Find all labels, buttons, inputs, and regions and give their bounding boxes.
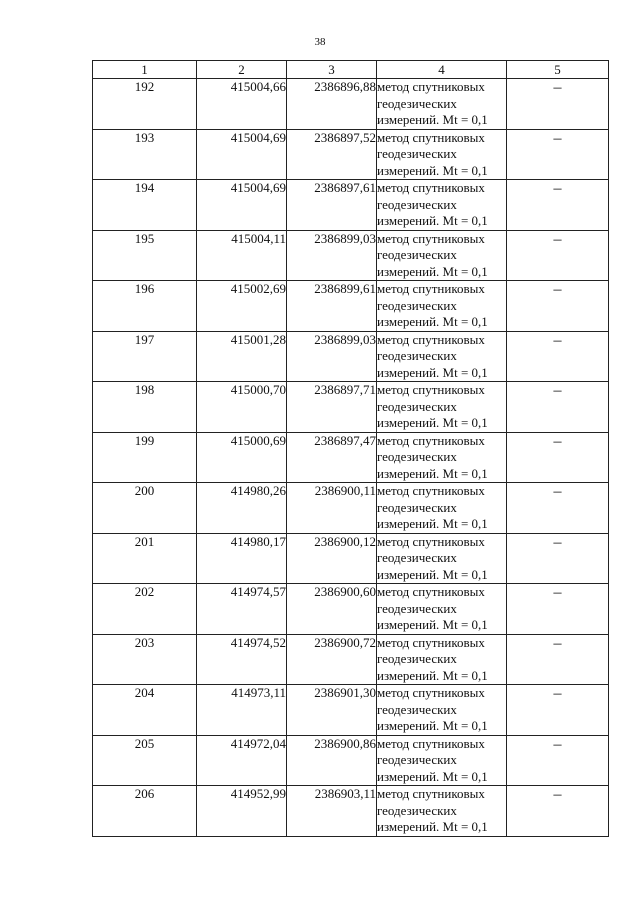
method-line: геодезических: [377, 95, 457, 111]
method-line: измерений. Mt = 0,1: [377, 465, 488, 481]
method-line: геодезических: [377, 651, 457, 666]
coordinate-y: 2386899,61: [287, 281, 377, 332]
method-cell: [377, 281, 507, 332]
coordinate-x: 415004,66: [197, 79, 287, 130]
col5-dash: –: [507, 685, 609, 736]
coordinate-x: 415001,28: [197, 331, 287, 382]
method-line: измерений. Mt = 0,1: [377, 415, 488, 430]
table-body: [93, 79, 609, 837]
table-row: [93, 735, 609, 786]
coordinate-x: 415004,69: [197, 180, 287, 231]
point-number: 193: [93, 129, 197, 180]
coordinate-x: 414973,11: [197, 685, 287, 736]
col5-dash: –: [507, 129, 609, 180]
method-line: геодезических: [377, 348, 457, 363]
header-col-3: 3: [287, 61, 377, 79]
coordinate-x: 415000,69: [197, 432, 287, 483]
table-row: [93, 483, 609, 534]
coordinate-y: 2386897,52: [287, 129, 377, 180]
method-cell: [377, 634, 507, 685]
table-row: [93, 786, 609, 837]
col5-dash: –: [507, 533, 609, 584]
col5-dash: –: [507, 634, 609, 685]
method-cell: [377, 685, 507, 736]
method-cell: [377, 483, 507, 534]
point-number: 204: [93, 685, 197, 736]
method-line: метод спутниковых: [377, 79, 485, 94]
method-line: измерений. Mt = 0,1: [377, 112, 488, 127]
method-line: метод спутниковых: [377, 634, 485, 650]
point-number: 199: [93, 432, 197, 483]
method-line: измерений. Mt = 0,1: [377, 718, 488, 733]
table-row: [93, 533, 609, 584]
coordinate-x: 415002,69: [197, 281, 287, 332]
col5-dash: –: [507, 180, 609, 231]
method-cell: [377, 584, 507, 635]
table-row: [93, 584, 609, 635]
table-row: [93, 634, 609, 685]
method-line: измерений. Mt = 0,1: [377, 768, 488, 784]
method-line: измерений. Mt = 0,1: [377, 263, 488, 279]
point-number: 195: [93, 230, 197, 281]
coordinate-y: 2386900,11: [287, 483, 377, 534]
method-line: метод спутниковых: [377, 533, 485, 549]
method-line: измерений. Mt = 0,1: [377, 566, 488, 582]
table-row: [93, 382, 609, 433]
method-line: измерений. Mt = 0,1: [377, 314, 488, 329]
point-number: 205: [93, 735, 197, 786]
table-row: [93, 685, 609, 736]
header-col-1: 1: [93, 61, 197, 79]
table-row: [93, 79, 609, 130]
method-line: метод спутниковых: [377, 786, 485, 801]
point-number: 192: [93, 79, 197, 130]
method-line: геодезических: [377, 499, 457, 515]
method-line: измерений. Mt = 0,1: [377, 213, 488, 228]
method-line: измерений. Mt = 0,1: [377, 364, 488, 380]
method-cell: [377, 432, 507, 483]
coordinate-x: 414952,99: [197, 786, 287, 837]
method-line: измерений. Mt = 0,1: [377, 617, 488, 632]
method-line: измерений. Mt = 0,1: [377, 162, 488, 178]
header-col-2: 2: [197, 61, 287, 79]
page-number: 38: [314, 36, 326, 48]
coordinate-x: 414974,52: [197, 634, 287, 685]
method-line: геодезических: [377, 196, 457, 212]
method-cell: [377, 786, 507, 837]
table-header-row: [93, 61, 609, 79]
method-cell: [377, 331, 507, 382]
method-line: метод спутниковых: [377, 331, 485, 347]
coordinate-x: 414980,17: [197, 533, 287, 584]
table-row: [93, 432, 609, 483]
point-number: 201: [93, 533, 197, 584]
method-line: геодезических: [377, 752, 457, 767]
method-line: метод спутниковых: [377, 382, 485, 397]
method-line: геодезических: [377, 449, 457, 464]
header-col-5: 5: [507, 61, 609, 79]
coordinate-y: 2386896,88: [287, 79, 377, 130]
point-number: 194: [93, 180, 197, 231]
method-line: геодезических: [377, 146, 457, 161]
col5-dash: –: [507, 584, 609, 635]
coordinate-y: 2386903,11: [287, 786, 377, 837]
point-number: 197: [93, 331, 197, 382]
coordinate-y: 2386897,61: [287, 180, 377, 231]
col5-dash: –: [507, 483, 609, 534]
coordinate-y: 2386901,30: [287, 685, 377, 736]
col5-dash: –: [507, 281, 609, 332]
col5-dash: –: [507, 331, 609, 382]
method-line: метод спутниковых: [377, 584, 485, 599]
col5-dash: –: [507, 230, 609, 281]
point-number: 206: [93, 786, 197, 837]
coordinate-y: 2386900,86: [287, 735, 377, 786]
table-row: [93, 180, 609, 231]
coordinate-y: 2386897,71: [287, 382, 377, 433]
col5-dash: –: [507, 382, 609, 433]
coordinate-x: 415004,69: [197, 129, 287, 180]
point-number: 202: [93, 584, 197, 635]
point-number: 196: [93, 281, 197, 332]
method-line: метод спутниковых: [377, 432, 485, 448]
method-cell: [377, 129, 507, 180]
coordinate-y: 2386900,12: [287, 533, 377, 584]
method-line: метод спутниковых: [377, 129, 485, 145]
method-line: геодезических: [377, 802, 457, 818]
method-line: метод спутниковых: [377, 735, 485, 751]
method-line: геодезических: [377, 600, 457, 616]
method-line: геодезических: [377, 550, 457, 565]
method-cell: [377, 180, 507, 231]
col5-dash: –: [507, 786, 609, 837]
table-row: [93, 331, 609, 382]
method-line: измерений. Mt = 0,1: [377, 516, 488, 531]
coordinate-y: 2386900,60: [287, 584, 377, 635]
table-row: [93, 129, 609, 180]
method-line: геодезических: [377, 297, 457, 313]
coordinate-x: 414980,26: [197, 483, 287, 534]
method-cell: [377, 79, 507, 130]
col5-dash: –: [507, 432, 609, 483]
method-line: метод спутниковых: [377, 230, 485, 246]
method-line: измерений. Mt = 0,1: [377, 819, 488, 834]
method-line: геодезических: [377, 398, 457, 414]
coordinate-y: 2386897,47: [287, 432, 377, 483]
coordinate-y: 2386899,03: [287, 230, 377, 281]
coordinate-y: 2386899,03: [287, 331, 377, 382]
method-cell: [377, 230, 507, 281]
coordinate-x: 415000,70: [197, 382, 287, 433]
method-line: метод спутниковых: [377, 483, 485, 498]
header-col-4: 4: [377, 61, 507, 79]
method-cell: [377, 533, 507, 584]
method-line: геодезических: [377, 247, 457, 262]
method-line: метод спутниковых: [377, 180, 485, 195]
coordinate-y: 2386900,72: [287, 634, 377, 685]
point-number: 203: [93, 634, 197, 685]
point-number: 198: [93, 382, 197, 433]
col5-dash: –: [507, 735, 609, 786]
method-line: измерений. Mt = 0,1: [377, 667, 488, 683]
method-line: метод спутниковых: [377, 281, 485, 296]
method-line: метод спутниковых: [377, 685, 485, 700]
coordinate-x: 414972,04: [197, 735, 287, 786]
point-number: 200: [93, 483, 197, 534]
col5-dash: –: [507, 79, 609, 130]
method-line: геодезических: [377, 701, 457, 717]
table-row: [93, 230, 609, 281]
method-cell: [377, 382, 507, 433]
coordinates-table: [92, 60, 609, 837]
coordinate-x: 415004,11: [197, 230, 287, 281]
method-cell: [377, 735, 507, 786]
table-row: [93, 281, 609, 332]
coordinate-x: 414974,57: [197, 584, 287, 635]
